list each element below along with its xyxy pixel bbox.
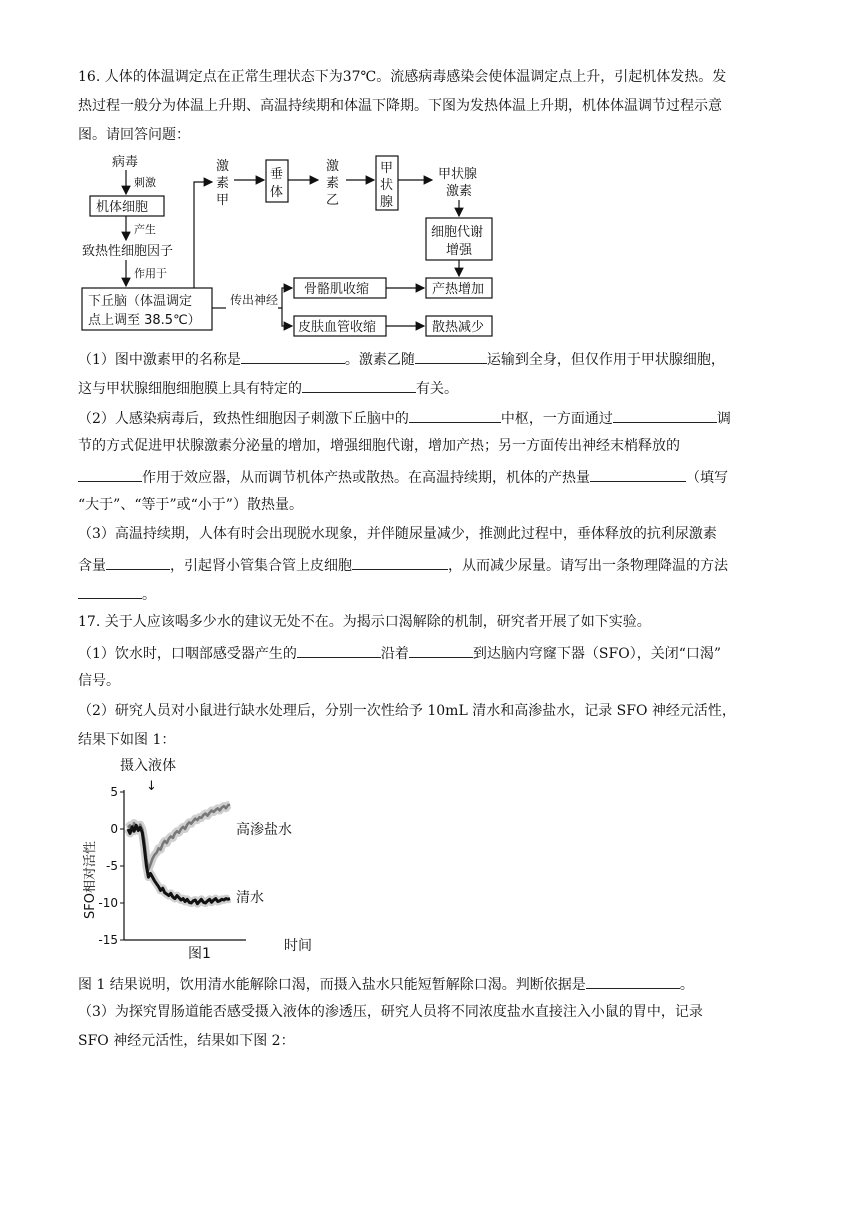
hypothalamus-box-line-2: 点上调至 38.5℃） — [88, 313, 201, 328]
body-cells-box: 机体细胞 — [96, 200, 149, 215]
efferent-nerve-label: 传出神经 — [230, 293, 279, 307]
q17-p1-text-a: （1）饮水时，口咽部感受器产生的 — [78, 646, 297, 662]
thyroid-hormone-line-1: 甲状腺 — [438, 167, 478, 182]
q17-p2-blank-1[interactable] — [586, 974, 680, 989]
q16-p2-blank-4[interactable] — [590, 467, 686, 482]
q16-p1-blank-3[interactable] — [302, 378, 416, 393]
metabolism-box-line-2: 增强 — [446, 243, 473, 258]
q16-p3-blank-1[interactable] — [106, 555, 170, 570]
hormone-a-char-1: 激 — [216, 159, 230, 174]
q17-p2-text-c: 图 1 结果说明，饮用清水能解除口渴，而摄入盐水只能短暂解除口渴。判断依据是 — [78, 977, 586, 993]
hormone-b-char-2: 素 — [326, 176, 340, 191]
thyroid-char-3: 腺 — [380, 195, 394, 210]
heat-increase-box: 产热增加 — [432, 282, 485, 297]
figure-1-sfo-activity-chart — [78, 752, 338, 962]
q17-p1-text-c: 到达脑内穹窿下器（SFO），关闭“口渴” — [472, 646, 722, 662]
y-tick-label: -5 — [106, 859, 118, 873]
q16-p2-text-f: （填写 — [686, 470, 728, 486]
virus-label: 病毒 — [112, 155, 139, 170]
q16-p1-blank-1[interactable] — [241, 349, 345, 364]
q17-part1-line-1 — [78, 643, 721, 663]
thyroid-hormone-line-2: 激素 — [446, 184, 473, 199]
q17-part2-line-2: 结果下如图 1： — [78, 732, 176, 748]
skin-vessel-box: 皮肤血管收缩 — [298, 320, 377, 335]
y-tick-label: -15 — [98, 933, 118, 947]
q16-p3-text-e: 。 — [142, 587, 156, 603]
q17-p1-blank-2[interactable] — [409, 643, 473, 658]
chart-annotation-arrow: ↓ — [146, 779, 157, 794]
hormone-a-char-2: 素 — [216, 176, 230, 191]
q17-part3-line-2: SFO 神经元活性，结果如下图 2： — [78, 1033, 295, 1049]
q17-p1-blank-1[interactable] — [297, 643, 381, 658]
metabolism-box-line-1: 细胞代谢 — [431, 225, 484, 240]
hormone-b-char-1: 激 — [326, 159, 340, 174]
q16-p3-blank-3[interactable] — [78, 584, 142, 599]
y-tick-label: -10 — [98, 896, 118, 910]
chart-annotation: 摄入液体 — [120, 758, 176, 774]
q16-intro-line-1: 16. 人体的体温调定点在正常生理状态下为37℃。流感病毒感染会使体温调定点上升，引起机体发热。发 — [78, 69, 727, 85]
thyroid-char-2: 状 — [380, 178, 394, 193]
x-axis-label: 时间 — [284, 938, 312, 954]
body-temperature-regulation-diagram — [78, 148, 518, 338]
q16-p1-text-e: 有关。 — [416, 381, 458, 397]
q16-p2-text-e: 作用于效应器，从而调节机体产热或散热。在高温持续期，机体的产热量 — [142, 470, 590, 486]
q16-p2-text-a: （2）人感染病毒后，致热性细胞因子刺激下丘脑中的 — [78, 411, 409, 427]
q16-p1-blank-2[interactable] — [415, 349, 487, 364]
thyroid-char-1: 甲 — [380, 161, 394, 176]
q16-intro-line-3: 图。请回答问题： — [78, 127, 190, 143]
q16-part3-line-3 — [78, 584, 156, 604]
pituitary-char-2: 体 — [270, 185, 284, 200]
y-tick-label: 5 — [110, 785, 118, 799]
hypothalamus-box-line-1: 下丘脑（体温调定 — [88, 294, 193, 309]
stimulate-label: 刺激 — [134, 176, 156, 189]
q16-part1-line-1 — [78, 349, 725, 369]
q16-p1-text-b: 。激素乙随 — [344, 352, 415, 368]
q16-p2-blank-3[interactable] — [78, 467, 142, 482]
y-axis-label: SFO相对活性 — [83, 841, 98, 919]
q17-part2-line-1: （2）研究人员对小鼠进行缺水处理后，分别一次性给予 10mL 清水和高渗盐水，记录 SFO 神经元活性， — [78, 703, 736, 719]
q16-p3-text-b: 含量 — [78, 558, 106, 574]
q16-p2-text-b: 中枢，一方面通过 — [500, 411, 613, 427]
q16-part2-line-4: “大于”、“等于”或“小于”）散热量。 — [78, 497, 303, 513]
q16-part2-line-2: 节的方式促进甲状腺激素分泌量的增加，增强细胞代谢，增加产热；另一方面传出神经末梢释放的 — [78, 438, 680, 454]
hormone-a-char-3: 甲 — [216, 193, 230, 208]
q16-part1-line-2 — [78, 378, 458, 398]
q16-part2-line-3 — [78, 467, 728, 487]
pituitary-char-1: 垂 — [270, 167, 284, 182]
q16-p3-text-c: ，引起肾小管集合管上皮细胞 — [170, 558, 352, 574]
legend-label-saline: 高渗盐水 — [236, 822, 292, 838]
q17-intro: 17. 关于人应该喝多少水的建议无处不在。为揭示口渴解除的机制，研究者开展了如下实验。 — [78, 614, 651, 630]
skeletal-muscle-box: 骨骼肌收缩 — [304, 282, 370, 297]
q16-part3-line-2 — [78, 555, 728, 575]
q17-part3-line-1: （3）为探究胃肠道能否感受摄入液体的渗透压，研究人员将不同浓度盐水直接注入小鼠的胃中，记录 — [78, 1004, 703, 1020]
q16-p2-blank-2[interactable] — [613, 408, 717, 423]
q16-p3-blank-2[interactable] — [352, 555, 448, 570]
q16-part2-line-1 — [78, 408, 731, 428]
acts-on-label: 作用于 — [134, 267, 167, 280]
q16-p3-text-d: ，从而减少尿量。请写出一条物理降温的方法 — [448, 558, 728, 574]
figure-caption: 图1 — [188, 946, 211, 962]
legend-label-water: 清水 — [236, 890, 264, 906]
q16-p1-text-a: （1）图中激素甲的名称是 — [78, 352, 241, 368]
q17-p2-text-d: 。 — [679, 977, 694, 993]
heat-decrease-box: 散热减少 — [432, 320, 485, 335]
q16-intro-line-2: 热过程一般分为体温上升期、高温持续期和体温下降期。下图为发热体温上升期，机体体温调节过程示意 — [78, 98, 722, 114]
y-tick-label: 0 — [110, 822, 118, 836]
q17-part1-line-2: 信号。 — [78, 673, 120, 689]
q17-part2-line-3 — [78, 974, 694, 994]
produce-label: 产生 — [134, 223, 156, 236]
pyrogenic-factor-label: 致热性细胞因子 — [82, 244, 174, 259]
q16-p1-text-d: 这与甲状腺细胞细胞膜上具有特定的 — [78, 381, 302, 397]
q16-p2-blank-1[interactable] — [409, 408, 501, 423]
q16-part3-line-1: （3）高温持续期，人体有时会出现脱水现象，并伴随尿量减少，推测此过程中，垂体释放的抗利尿激素 — [78, 526, 717, 542]
q16-p2-text-c: 调 — [716, 411, 731, 427]
q17-p1-text-b: 沿着 — [380, 646, 409, 662]
hormone-b-char-3: 乙 — [326, 193, 340, 208]
q16-p1-text-c: 运输到全身，但仅作用于甲状腺细胞， — [486, 352, 725, 368]
